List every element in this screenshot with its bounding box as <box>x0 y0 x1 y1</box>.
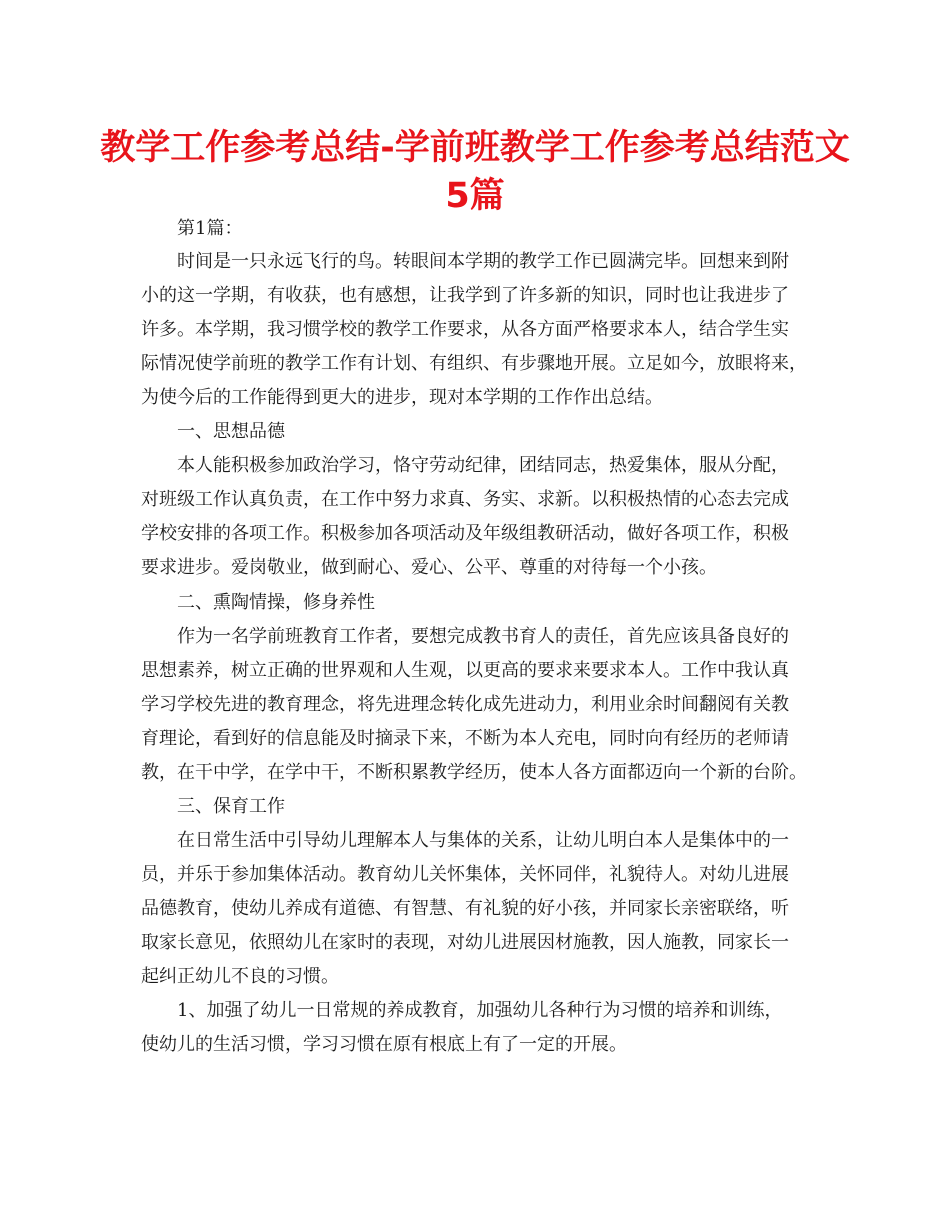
paragraph-line: 际情况使学前班的教学工作有计划、有组织、有步骤地开展。立足如今，放眼将来， <box>141 353 807 374</box>
list-item-line: 1、加强了幼儿一日常规的养成教育，加强幼儿各种行为习惯的培养和训练， <box>177 1000 783 1021</box>
paragraph-line: 时间是一只永远飞行的鸟。转眼间本学期的教学工作已圆满完毕。回想来到附 <box>177 251 789 272</box>
paragraph-line: 育理论，看到好的信息能及时摘录下来，不断为本人充电，同时向有经历的老师请 <box>141 728 789 749</box>
paragraph-line: 品德教育，使幼儿养成有道德、有智慧、有礼貌的好小孩，并同家长亲密联络，听 <box>141 898 789 919</box>
section-heading-part-1: 第1篇： <box>177 218 243 239</box>
paragraph-line: 小的这一学期，有收获，也有感想，让我学到了许多新的知识，同时也让我进步了 <box>141 285 789 306</box>
paragraph-line: 学校安排的各项工作。积极参加各项活动及年级组教研活动，做好各项工作，积极 <box>141 523 789 544</box>
paragraph-line: 许多。本学期，我习惯学校的教学工作要求，从各方面严格要求本人，结合学生实 <box>141 319 789 340</box>
list-item-line: 使幼儿的生活习惯，学习习惯在原有根底上有了一定的开展。 <box>141 1034 627 1055</box>
paragraph-line: 教，在干中学，在学中干，不断积累教学经历，使本人各方面都迈向一个新的台阶。 <box>141 762 807 783</box>
section-heading: 三、保育工作 <box>177 796 285 817</box>
paragraph-line: 为使今后的工作能得到更大的进步，现对本学期的工作作出总结。 <box>141 387 663 408</box>
paragraph-line: 对班级工作认真负责，在工作中努力求真、务实、求新。以积极热情的心态去完成 <box>141 489 789 510</box>
paragraph-line: 在日常生活中引导幼儿理解本人与集体的关系，让幼儿明白本人是集体中的一 <box>177 830 789 851</box>
paragraph-line: 员，并乐于参加集体活动。教育幼儿关怀集体，关怀同伴，礼貌待人。对幼儿进展 <box>141 864 789 885</box>
section-heading: 一、思想品德 <box>177 421 285 442</box>
paragraph-line: 思想素养，树立正确的世界观和人生观，以更高的要求来要求本人。工作中我认真 <box>141 660 789 681</box>
document-title-line-2: 5篇 <box>445 176 505 216</box>
paragraph-line: 本人能积极参加政治学习，恪守劳动纪律，团结同志，热爱集体，服从分配， <box>177 455 789 476</box>
document-title-line-1: 教学工作参考总结-学前班教学工作参考总结范文 <box>100 128 850 168</box>
section-heading: 二、熏陶情操，修身养性 <box>177 592 375 613</box>
paragraph-line: 要求进步。爱岗敬业，做到耐心、爱心、公平、尊重的对待每一个小孩。 <box>141 557 717 578</box>
paragraph-line: 取家长意见，依照幼儿在家时的表现，对幼儿进展因材施教，因人施教，同家长一 <box>141 932 789 953</box>
paragraph-line: 作为一名学前班教育工作者，要想完成教书育人的责任，首先应该具备良好的 <box>177 626 789 647</box>
paragraph-line: 学习学校先进的教育理念，将先进理念转化成先进动力，利用业余时间翻阅有关教 <box>141 694 789 715</box>
paragraph-line: 起纠正幼儿不良的习惯。 <box>141 966 339 987</box>
